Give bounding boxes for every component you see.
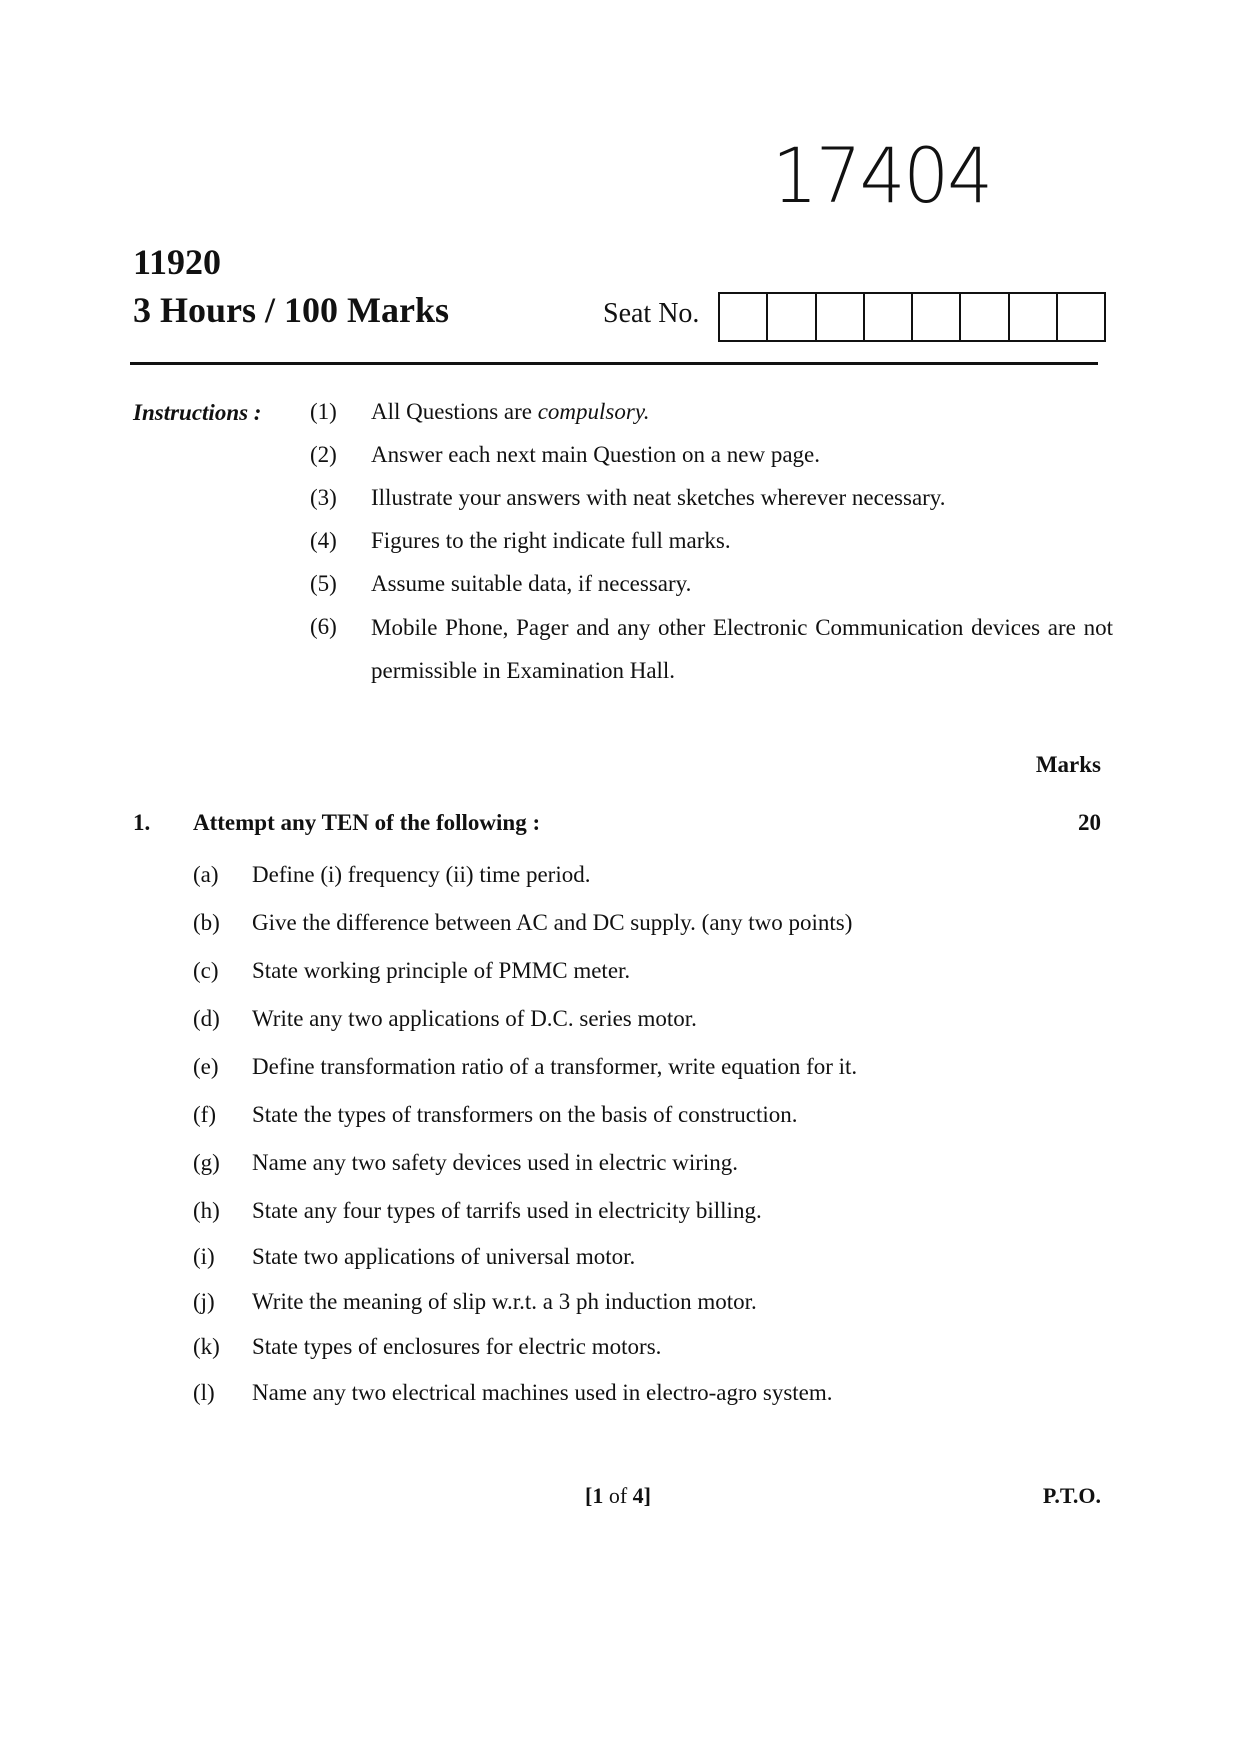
seat-number-box [720, 294, 768, 340]
subquestion-text: State two applications of universal motor. [252, 1244, 636, 1269]
subquestion-label: (b) [193, 910, 220, 935]
subquestion-text: Name any two electrical machines used in electro-agro system. [252, 1380, 833, 1405]
subquestion-label: (c) [193, 958, 219, 983]
seat-number-label: Seat No. [603, 298, 700, 329]
question-marks: 20 [1078, 810, 1101, 835]
seat-number-box [1058, 294, 1104, 340]
instruction-text: Figures to the right indicate full marks. [371, 528, 731, 553]
paper-code: 17404 [771, 131, 991, 221]
instruction-text: Assume suitable data, if necessary. [371, 571, 692, 596]
question-title: Attempt any TEN of the following : [193, 810, 541, 835]
instruction-text: All Questions are compulsory. [371, 399, 650, 424]
instruction-item [310, 610, 1113, 696]
instruction-item [310, 567, 1113, 610]
subquestion-label: (j) [193, 1289, 215, 1314]
exam-duration-marks: 3 Hours / 100 Marks [133, 290, 450, 330]
exam-code: 11920 [133, 242, 222, 282]
subquestion-item [193, 1052, 1053, 1100]
subquestion-item [193, 1004, 1053, 1052]
subquestion-label: (a) [193, 862, 219, 887]
instruction-number: (4) [310, 528, 337, 553]
subquestion-label: (l) [193, 1380, 215, 1405]
instruction-text: Mobile Phone, Pager and any other Electronic Communication devices are not permissible in Examination Hall. [371, 615, 1113, 683]
subquestion-item [193, 956, 1053, 1004]
instruction-item [310, 438, 1113, 481]
header-divider [130, 362, 1098, 365]
instructions-heading: Instructions : [133, 400, 262, 425]
subquestion-label: (e) [193, 1054, 219, 1079]
subquestion-label: (k) [193, 1334, 220, 1359]
please-turn-over: P.T.O. [1042, 1483, 1101, 1508]
subquestion-text: Define transformation ratio of a transformer, write equation for it. [252, 1054, 858, 1079]
subquestion-label: (d) [193, 1006, 220, 1031]
subquestion-label: (f) [193, 1102, 216, 1127]
subquestion-item [193, 1100, 1053, 1148]
seat-number-box [913, 294, 961, 340]
subquestion-text: Write any two applications of D.C. series motor. [252, 1006, 697, 1031]
subquestion-label: (i) [193, 1244, 215, 1269]
subquestion-text: State the types of transformers on the basis of construction. [252, 1102, 798, 1127]
instruction-number: (3) [310, 485, 337, 510]
marks-column-heading: Marks [1035, 752, 1101, 777]
seat-number-box [961, 294, 1009, 340]
subquestion-label: (h) [193, 1198, 220, 1223]
instruction-number: (2) [310, 442, 337, 467]
instructions-list [310, 395, 1113, 696]
subquestion-text: State working principle of PMMC meter. [252, 958, 631, 983]
subquestion-text: Write the meaning of slip w.r.t. a 3 ph induction motor. [252, 1289, 757, 1314]
subquestion-item [193, 1332, 1053, 1378]
seat-number-box [817, 294, 865, 340]
subquestion-text: Give the difference between AC and DC supply. (any two points) [252, 910, 853, 935]
page-number: [1 of 4] [585, 1483, 651, 1508]
instruction-item [310, 481, 1113, 524]
question-number: 1. [133, 810, 151, 835]
instruction-number: (5) [310, 571, 337, 596]
instruction-text: Answer each next main Question on a new page. [371, 442, 820, 467]
seat-number-box [768, 294, 816, 340]
instruction-text: Illustrate your answers with neat sketches wherever necessary. [371, 485, 946, 510]
subquestion-text: State any four types of tarrifs used in electricity billing. [252, 1198, 762, 1223]
subquestion-list [193, 860, 1053, 1424]
subquestion-item [193, 860, 1053, 908]
instruction-item [310, 524, 1113, 567]
subquestion-text: Name any two safety devices used in electric wiring. [252, 1150, 739, 1175]
subquestion-item [193, 1378, 1053, 1424]
seat-number-boxes [718, 292, 1106, 342]
instruction-emphasis: compulsory. [537, 399, 650, 424]
instruction-number: (1) [310, 399, 337, 424]
subquestion-item [193, 908, 1053, 956]
instruction-number: (6) [310, 614, 337, 639]
subquestion-item [193, 1287, 1053, 1332]
subquestion-item [193, 1242, 1053, 1287]
subquestion-text: State types of enclosures for electric motors. [252, 1334, 662, 1359]
instruction-item [310, 395, 1113, 438]
seat-number-box [1010, 294, 1058, 340]
seat-number-box [865, 294, 913, 340]
subquestion-label: (g) [193, 1150, 220, 1175]
subquestion-item [193, 1148, 1053, 1196]
subquestion-item [193, 1196, 1053, 1242]
subquestion-text: Define (i) frequency (ii) time period. [252, 862, 591, 887]
